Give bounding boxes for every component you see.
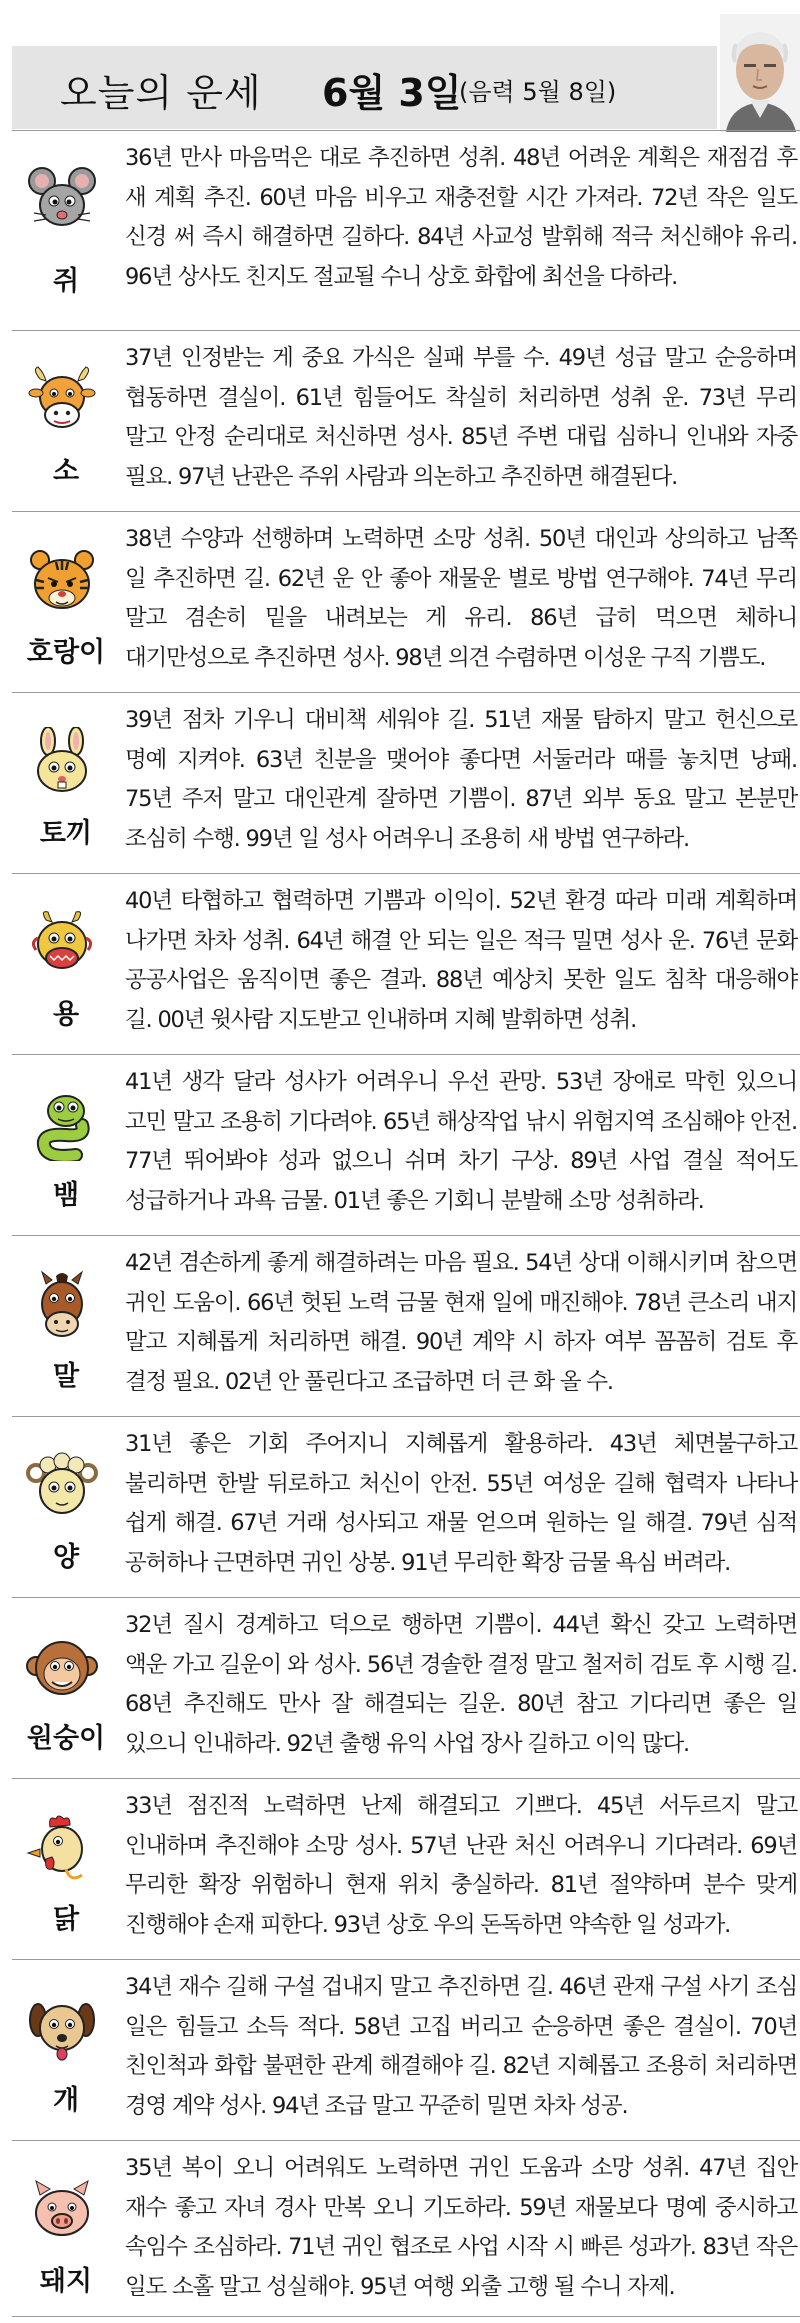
fortune-text: 35년 복이 오니 어려워도 노력하면 귀인 도움과 소망 성취. 47년 집안 재수 좋고 자녀 경사 만복 오니 기도하라. 59년 재물보다 명예 중시하고 속임수 조심하라. 71년 귀인 협조로 사업 시작 시 빠른 성과가. 83년 작은 일도 소홀 말고 성실해야. 95년 여행 외출 고행 될 수니 자제. xyxy=(125,2155,797,2300)
solar-date: 6월 3일 xyxy=(322,71,462,115)
fortune-text: 41년 생각 달라 성사가 어려우니 우선 관망. 53년 장애로 막힌 있으니 고민 말고 조용히 기다려야. 65년 해상작업 낚시 위험지역 조심해야 안전. 77년 뛰어봐야 성과 없으니 쉬며 차기 구상. 89년 사업 결실 적어도 성급하거나 과욕 금물. 01년 좋은 기회니 분발해 소망 성취하라. xyxy=(125,1069,797,1214)
fortune-text: 38년 수양과 선행하며 노력하면 소망 성취. 50년 대인과 상의하고 남쪽 일 추진하면 길. 62년 운 안 좋아 재물운 별로 방법 연구해야. 74년 무리 말고 겸손히 밑을 내려보는 게 유리. 86년 급히 먹으면 체하니 대기만성으로 추진하면 성사. 98년 의견 수렴하면 이성운 구직 기쁨도. xyxy=(125,526,797,671)
rat-icon xyxy=(26,165,98,237)
fortune-row-rooster xyxy=(12,1778,800,1960)
cow-icon xyxy=(26,365,98,437)
fortune-text: 39년 점차 기우니 대비책 세워야 길. 51년 재물 탐하지 말고 헌신으로 명예 지켜야. 63년 친분을 맺어야 좋다면 서둘러라 때를 놓치면 낭패. 75년 주저 말고 대인관계 잘하면 기쁨이. 87년 외부 동요 말고 본분만 조심히 수행. 99년 일 성사 어려우니 조용히 새 방법 연구하라. xyxy=(125,707,797,852)
rabbit-icon xyxy=(26,727,98,799)
animal-name-monkey: 원숭이 xyxy=(26,1723,106,1754)
animal-name-horse: 말 xyxy=(52,1361,80,1392)
columnist-portrait xyxy=(720,14,800,132)
animal-name-dragon: 용 xyxy=(52,999,80,1030)
fortune-row-pig xyxy=(12,2140,800,2317)
fortune-text: 37년 인정받는 게 중요 가식은 실패 부를 수. 49년 성급 말고 순응하며 협동하면 결실이. 61년 힘들어도 착실히 처리하면 성취 운. 73년 무리 말고 안정 순리대로 처신하면 성사. 85년 주변 대립 심하니 인내와 자중 필요. 97년 난관은 주위 사람과 의논하고 추진하면 해결된다. xyxy=(125,345,797,490)
fortune-text: 31년 좋은 기회 주어지니 지혜롭게 활용하라. 43년 체면불구하고 불리하면 한발 뒤로하고 처신이 안전. 55년 여성운 길해 협력자 나타나 쉽게 해결. 67년 거래 성사되고 재물 얻으며 원하는 일 해결. 79년 심적 공허하나 근면하면 귀인 상봉. 91년 무리한 확장 금물 욕심 버려라. xyxy=(125,1431,797,1576)
animal-name-cow: 소 xyxy=(52,456,80,487)
header-banner xyxy=(12,46,717,129)
animal-name-snake: 뱀 xyxy=(52,1180,80,1211)
fortune-row-cow xyxy=(12,330,800,512)
lunar-date: (음력 5월 8일) xyxy=(459,78,617,106)
fortune-row-snake xyxy=(12,1054,800,1236)
fortune-row-monkey xyxy=(12,1597,800,1779)
fortune-row-dog xyxy=(12,1959,800,2141)
fortune-text: 33년 점진적 노력하면 난제 해결되고 기쁘다. 45년 서두르지 말고 인내하며 추진해야 소망 성사. 57년 난관 처신 어려우니 기다려라. 69년 무리한 확장 위험하니 현재 위치 충실하라. 81년 절약하며 분수 맞게 진행해야 손재 피한다. 93년 상호 우의 돈독하면 약속한 일 성과가. xyxy=(125,1793,797,1938)
animal-name-sheep: 양 xyxy=(52,1542,80,1573)
animal-cell xyxy=(12,131,120,331)
fortune-row-dragon xyxy=(12,873,800,1055)
animal-name-rooster: 닭 xyxy=(52,1904,80,1935)
animal-name-tiger: 호랑이 xyxy=(26,637,106,668)
horse-icon xyxy=(26,1270,98,1342)
fortune-row-tiger xyxy=(12,511,800,693)
animal-name-rat: 쥐 xyxy=(52,266,80,297)
animal-name-pig: 돼지 xyxy=(39,2266,93,2297)
fortune-row-rat xyxy=(12,130,800,331)
fortune-text: 32년 질시 경계하고 덕으로 행하면 기쁨이. 44년 확신 갖고 노력하면 액운 가고 길운이 와 성사. 56년 경솔한 결정 말고 철저히 검토 후 시행 길. 68년 추진해도 만사 잘 해결되는 길운. 80년 참고 기다리면 좋은 일 있으니 인내하라. 92년 출행 유익 사업 장사 길하고 이익 많다. xyxy=(125,1612,797,1757)
fortune-text: 36년 만사 마음먹은 대로 추진하면 성취. 48년 어려운 계획은 재점검 후 새 계획 추진. 60년 마음 비우고 재충전할 시간 가져라. 72년 작은 일도 신경 써 즉시 해결하면 길하다. 84년 사교성 발휘해 적극 처신해야 유리. 96년 상사도 친지도 절교될 수니 상호 화합에 최선을 다하라. xyxy=(125,145,797,290)
fortune-row-horse xyxy=(12,1235,800,1417)
rooster-icon xyxy=(26,1813,98,1885)
monkey-icon xyxy=(26,1632,98,1704)
dog-icon xyxy=(26,1994,98,2066)
animal-name-rabbit: 토끼 xyxy=(39,818,93,849)
animal-name-dog: 개 xyxy=(52,2085,80,2116)
fortune-text: 42년 겸손하게 좋게 해결하려는 마음 필요. 54년 상대 이해시키며 참으면 귀인 도움이. 66년 헛된 노력 금물 현재 일에 매진해야. 78년 큰소리 내지 말고 지혜롭게 처리하면 해결. 90년 계약 시 하자 여부 꼼꼼히 검토 후 결정 필요. 02년 안 풀린다고 조급하면 더 큰 화 올 수. xyxy=(125,1250,797,1395)
fortune-text: 34년 재수 길해 구설 겁내지 말고 추진하면 길. 46년 관재 구설 사기 조심 일은 힘들고 소득 적다. 58년 고집 버리고 순응하면 좋은 결실이. 70년 친인척과 화합 불편한 관계 해결해야 길. 82년 지혜롭고 조용히 처리하면 경영 계약 성사. 94년 조급 말고 꾸준히 밀면 차차 성공. xyxy=(125,1974,797,2119)
pig-icon xyxy=(26,2175,98,2247)
fortune-row-sheep xyxy=(12,1416,800,1598)
fortune-row-rabbit xyxy=(12,692,800,874)
sheep-icon xyxy=(26,1451,98,1523)
page-title: 오늘의 운세 xyxy=(60,71,262,115)
tiger-icon xyxy=(26,546,98,618)
snake-icon xyxy=(26,1089,98,1161)
fortune-text: 40년 타협하고 협력하면 기쁨과 이익이. 52년 환경 따라 미래 계획하며 나가면 차차 성취. 64년 해결 안 되는 일은 적극 밀면 성사 운. 76년 문화 공공사업은 움직이면 좋은 결과. 88년 예상치 못한 일도 침착 대응해야 길. 00년 윗사람 지도받고 인내하며 지혜 발휘하면 성취. xyxy=(125,888,797,1033)
dragon-icon xyxy=(26,908,98,980)
